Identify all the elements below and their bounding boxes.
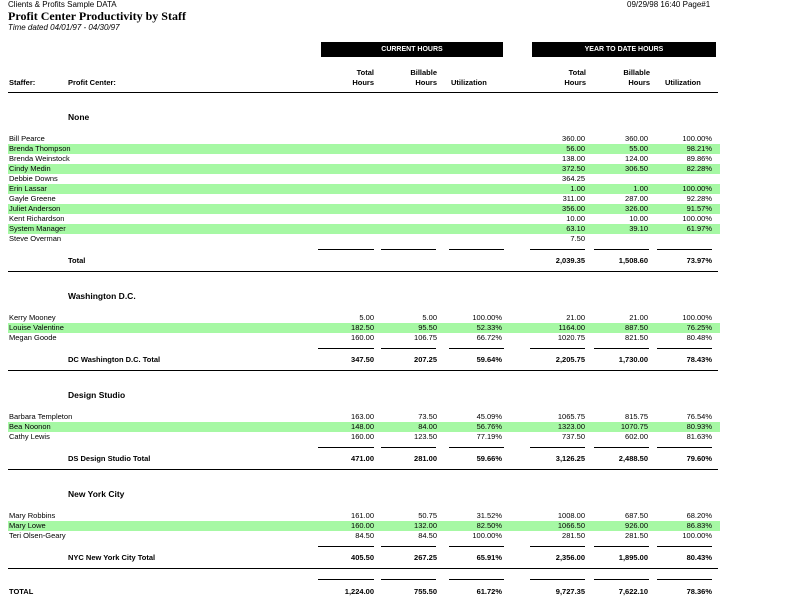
group-total-row	[8, 553, 720, 563]
staffer-name: Megan Goode	[9, 333, 57, 342]
hours-cell: 821.50	[625, 333, 648, 342]
print-stamp: 09/29/98 16:40 Page#1	[627, 0, 711, 9]
hours-cell: 163.00	[351, 412, 374, 421]
hours-cell: 1.00	[570, 184, 585, 193]
hours-cell: 100.00%	[472, 313, 502, 322]
group-heading: Washington D.C.	[68, 291, 136, 301]
staffer-name: Kerry Mooney	[9, 313, 56, 322]
staff-row	[8, 234, 720, 244]
hours-cell: 326.00	[625, 204, 648, 213]
staff-row	[8, 134, 720, 144]
hours-cell: 287.00	[625, 194, 648, 203]
hours-cell: 138.00	[562, 154, 585, 163]
hours-cell: 100.00%	[682, 313, 712, 322]
hours-cell: 1164.00	[558, 323, 585, 332]
hours-cell: 84.50	[355, 531, 374, 540]
col-ytd-total	[530, 68, 586, 88]
staffer-name: Teri Olsen-Geary	[9, 531, 66, 540]
subtotal-line	[594, 348, 649, 349]
hours-cell: 95.50	[418, 323, 437, 332]
subtotal-line	[381, 249, 436, 250]
hours-cell: 10.00	[629, 214, 648, 223]
subtotal-line	[381, 546, 436, 547]
hours-cell: 82.50%	[476, 521, 502, 530]
hours-cell: 281.50	[562, 531, 585, 540]
subtotal-line	[530, 447, 585, 448]
subtotal-line	[657, 348, 712, 349]
subtotal-line	[318, 447, 374, 448]
group-total-cell: 207.25	[414, 355, 437, 364]
hours-cell: 68.20%	[686, 511, 712, 520]
grand-total-line	[449, 579, 504, 580]
subtotal-line	[449, 546, 504, 547]
group-total-cell: 347.50	[351, 355, 374, 364]
hours-cell: 160.00	[351, 432, 374, 441]
staffer-name: System Manager	[9, 224, 66, 233]
hours-cell: 66.72%	[476, 333, 502, 342]
group-total-cell: 471.00	[351, 454, 374, 463]
subtotal-line	[657, 447, 712, 448]
subtotal-line	[657, 546, 712, 547]
group-total-row	[8, 256, 720, 266]
grand-total-line	[318, 579, 374, 580]
hours-cell: 106.75	[414, 333, 437, 342]
grand-total-line	[657, 579, 712, 580]
hours-cell: 737.50	[562, 432, 585, 441]
hours-cell: 80.48%	[686, 333, 712, 342]
grand-total-cell: 1,224.00	[344, 587, 374, 596]
grand-total-cell: 755.50	[414, 587, 437, 596]
subtotal-line	[449, 447, 504, 448]
staff-row	[8, 214, 720, 224]
subtotal-line	[318, 348, 374, 349]
col-cur-total-l1: Total	[356, 68, 374, 77]
staffer-name: Mary Lowe	[9, 521, 46, 530]
group-total-cell: 1,895.00	[618, 553, 648, 562]
hours-cell: 356.00	[562, 204, 585, 213]
subtotal-line	[318, 546, 374, 547]
subtotal-line	[381, 447, 436, 448]
staffer-name: Debbie Downs	[9, 174, 58, 183]
staffer-name: Barbara Templeton	[9, 412, 73, 421]
hours-cell: 50.75	[418, 511, 437, 520]
group-heading: None	[68, 112, 90, 122]
hours-cell: 5.00	[422, 313, 437, 322]
subtotal-line	[530, 546, 585, 547]
col-cur-billable-l1: Billable	[410, 68, 437, 77]
grand-total-label: TOTAL	[9, 587, 34, 596]
hours-cell: 91.57%	[686, 204, 712, 213]
hours-cell: 100.00%	[682, 531, 712, 540]
hours-cell: 1020.75	[557, 333, 585, 342]
col-ytd-util: Utilization	[665, 78, 701, 87]
col-cur-util: Utilization	[451, 78, 487, 87]
staff-row	[8, 323, 720, 333]
hours-cell: 52.33%	[476, 323, 502, 332]
col-ytd-billable-l1: Billable	[623, 68, 650, 77]
hours-cell: 61.97%	[686, 224, 712, 233]
subtotal-line	[449, 348, 504, 349]
staffer-name: Mary Robbins	[9, 511, 56, 520]
staff-row	[8, 333, 720, 343]
hours-cell: 56.00	[566, 144, 585, 153]
hours-cell: 306.50	[625, 164, 648, 173]
hours-cell: 76.25%	[686, 323, 712, 332]
hours-cell: 56.76%	[476, 422, 502, 431]
staff-row	[8, 184, 720, 194]
hours-cell: 124.00	[625, 154, 648, 163]
group-total-cell: 79.60%	[686, 454, 712, 463]
subtotal-line	[449, 249, 504, 250]
hours-cell: 1008.00	[557, 511, 585, 520]
staffer-name: Erin Lassar	[9, 184, 47, 193]
hours-cell: 76.54%	[686, 412, 712, 421]
group-total-label: DC Washington D.C. Total	[68, 355, 161, 364]
staffer-name: Louise Valentine	[9, 323, 64, 332]
header-rule	[8, 92, 718, 93]
hours-cell: 887.50	[625, 323, 648, 332]
grand-total-line	[530, 579, 585, 580]
staff-row	[8, 144, 720, 154]
grand-total-line	[381, 579, 436, 580]
staff-row	[8, 164, 720, 174]
hours-cell: 92.28%	[686, 194, 712, 203]
hours-cell: 39.10	[629, 224, 648, 233]
group-end-rule	[8, 370, 718, 371]
col-ytd-total-l1: Total	[568, 68, 586, 77]
group-total-cell: 65.91%	[476, 553, 502, 562]
hours-cell: 311.00	[562, 194, 585, 203]
grand-total-cell: 78.36%	[686, 587, 712, 596]
col-cur-total	[318, 68, 374, 88]
grand-total-row	[8, 587, 720, 597]
hours-cell: 100.00%	[682, 184, 712, 193]
col-ytd-billable	[594, 68, 650, 88]
hours-cell: 80.93%	[686, 422, 712, 431]
staff-row	[8, 422, 720, 432]
subtotal-line	[594, 249, 649, 250]
hours-cell: 100.00%	[472, 531, 502, 540]
hours-cell: 360.00	[625, 134, 648, 143]
group-total-cell: 1,508.60	[618, 256, 648, 265]
staffer-name: Brenda Thompson	[9, 144, 71, 153]
hours-cell: 123.50	[414, 432, 437, 441]
group-total-row	[8, 454, 720, 464]
group-heading: New York City	[68, 489, 125, 499]
ytd-hours-band: YEAR TO DATE HOURS	[532, 42, 716, 57]
col-profit-center: Profit Center:	[68, 78, 116, 87]
group-total-cell: 1,730.00	[618, 355, 648, 364]
hours-cell: 372.50	[562, 164, 585, 173]
staffer-name: Steve Overman	[9, 234, 62, 243]
hours-cell: 31.52%	[476, 511, 502, 520]
hours-cell: 21.00	[566, 313, 585, 322]
group-total-row	[8, 355, 720, 365]
hours-cell: 84.50	[418, 531, 437, 540]
staffer-name: Gayle Greene	[9, 194, 56, 203]
hours-cell: 687.50	[625, 511, 648, 520]
hours-cell: 1066.50	[557, 521, 585, 530]
hours-cell: 98.21%	[686, 144, 712, 153]
group-total-cell: 405.50	[351, 553, 374, 562]
hours-cell: 364.25	[562, 174, 585, 183]
hours-cell: 77.19%	[476, 432, 502, 441]
group-total-cell: 267.25	[414, 553, 437, 562]
staff-row	[8, 224, 720, 234]
report-date-range: Time dated 04/01/97 - 04/30/97	[8, 23, 120, 32]
staff-row	[8, 531, 720, 541]
grand-total-cell: 7,622.10	[618, 587, 648, 596]
group-total-cell: 59.64%	[476, 355, 502, 364]
group-total-cell: 2,488.50	[618, 454, 648, 463]
subtotal-line	[530, 249, 585, 250]
staffer-name: Bea Noonon	[9, 422, 51, 431]
hours-cell: 160.00	[351, 333, 374, 342]
staff-row	[8, 194, 720, 204]
staff-row	[8, 521, 720, 531]
group-total-cell: 78.43%	[686, 355, 712, 364]
group-heading: Design Studio	[68, 390, 126, 400]
col-cur-billable-l2: Hours	[415, 78, 437, 87]
subtotal-line	[594, 447, 649, 448]
hours-cell: 84.00	[418, 422, 437, 431]
group-total-cell: 73.97%	[686, 256, 712, 265]
hours-cell: 63.10	[566, 224, 585, 233]
staffer-name: Cindy Medin	[9, 164, 51, 173]
group-total-cell: 281.00	[414, 454, 437, 463]
col-ytd-total-l2: Hours	[564, 78, 586, 87]
staff-row	[8, 412, 720, 422]
group-total-cell: 80.43%	[686, 553, 712, 562]
hours-cell: 21.00	[629, 313, 648, 322]
hours-cell: 815.75	[625, 412, 648, 421]
hours-cell: 360.00	[562, 134, 585, 143]
col-ytd-billable-l2: Hours	[628, 78, 650, 87]
subtotal-line	[594, 546, 649, 547]
staffer-name: Juliet Anderson	[9, 204, 61, 213]
hours-cell: 926.00	[625, 521, 648, 530]
staff-row	[8, 174, 720, 184]
company-name: Clients & Profits Sample DATA	[8, 0, 117, 9]
current-hours-band: CURRENT HOURS	[321, 42, 503, 57]
staffer-name: Brenda Weinstock	[9, 154, 70, 163]
grand-total-cell: 9,727.35	[555, 587, 585, 596]
staffer-name: Kent Richardson	[9, 214, 65, 223]
staffer-name: Cathy Lewis	[9, 432, 50, 441]
hours-cell: 148.00	[351, 422, 374, 431]
hours-cell: 100.00%	[682, 134, 712, 143]
staff-row	[8, 154, 720, 164]
hours-cell: 160.00	[351, 521, 374, 530]
hours-cell: 45.09%	[476, 412, 502, 421]
hours-cell: 55.00	[629, 144, 648, 153]
hours-cell: 100.00%	[682, 214, 712, 223]
hours-cell: 82.28%	[686, 164, 712, 173]
staff-row	[8, 204, 720, 214]
staffer-name: Bill Pearce	[9, 134, 45, 143]
hours-cell: 602.00	[625, 432, 648, 441]
grand-total-line	[594, 579, 649, 580]
hours-cell: 281.50	[625, 531, 648, 540]
hours-cell: 132.00	[414, 521, 437, 530]
report-title: Profit Center Productivity by Staff	[8, 9, 186, 23]
group-total-cell: 2,356.00	[555, 553, 585, 562]
hours-cell: 1323.00	[557, 422, 585, 431]
group-total-label: Total	[68, 256, 86, 265]
group-total-cell: 2,205.75	[555, 355, 585, 364]
hours-cell: 10.00	[566, 214, 585, 223]
col-cur-billable	[382, 68, 437, 88]
group-total-cell: 2,039.35	[555, 256, 585, 265]
subtotal-line	[318, 249, 374, 250]
subtotal-line	[657, 249, 712, 250]
hours-cell: 1070.75	[620, 422, 648, 431]
subtotal-line	[381, 348, 436, 349]
hours-cell: 1065.75	[557, 412, 585, 421]
hours-cell: 89.86%	[686, 154, 712, 163]
group-total-cell: 3,126.25	[555, 454, 585, 463]
grand-total-cell: 61.72%	[476, 587, 502, 596]
col-staffer: Staffer:	[9, 78, 36, 87]
hours-cell: 1.00	[633, 184, 648, 193]
group-total-cell: 59.66%	[476, 454, 502, 463]
hours-cell: 7.50	[570, 234, 585, 243]
hours-cell: 81.63%	[686, 432, 712, 441]
group-end-rule	[8, 469, 718, 470]
hours-cell: 161.00	[351, 511, 374, 520]
subtotal-line	[530, 348, 585, 349]
group-total-label: NYC New York City Total	[68, 553, 156, 562]
group-end-rule	[8, 568, 718, 569]
hours-cell: 86.83%	[686, 521, 712, 530]
group-end-rule	[8, 271, 718, 272]
staff-row	[8, 511, 720, 521]
hours-cell: 182.50	[351, 323, 374, 332]
col-cur-total-l2: Hours	[352, 78, 374, 87]
staff-row	[8, 432, 720, 442]
hours-cell: 5.00	[359, 313, 374, 322]
hours-cell: 73.50	[418, 412, 437, 421]
group-total-label: DS Design Studio Total	[68, 454, 151, 463]
staff-row	[8, 313, 720, 323]
